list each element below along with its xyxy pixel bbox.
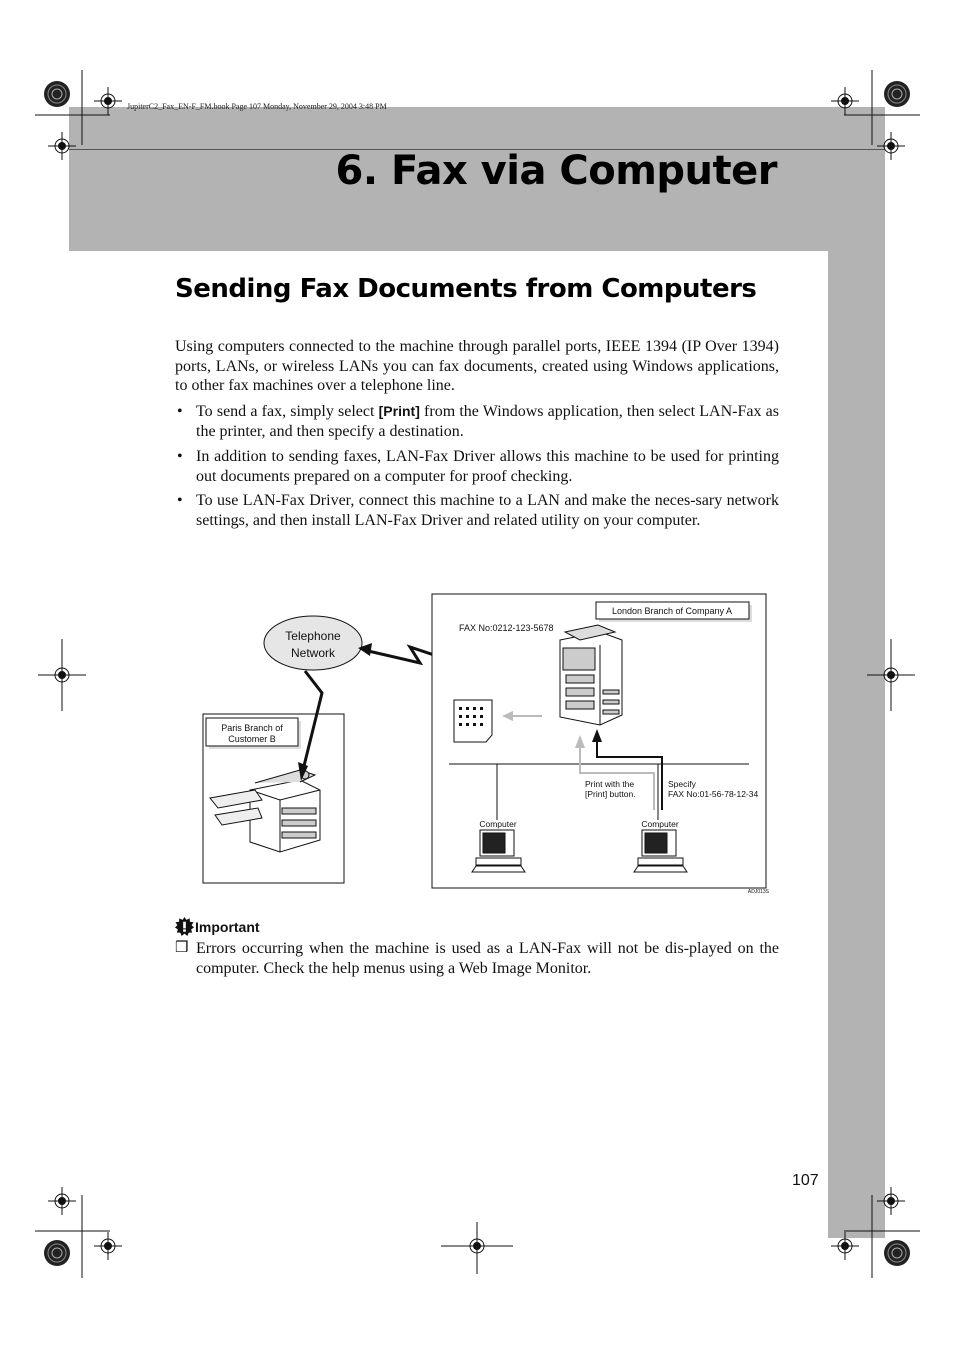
important-icon [175, 917, 194, 936]
telephone-network-line1: Telephone [285, 629, 341, 643]
important-note [175, 939, 779, 978]
figure-code: ADJ013S [747, 889, 769, 895]
computer-right-label: Computer [641, 819, 679, 829]
important-label: Important [195, 918, 260, 935]
print-with-line2: [Print] button. [585, 789, 636, 799]
printed-document-icon [454, 700, 492, 742]
bullet-text: To use LAN-Fax Driver, connect this machine to a LAN and make the neces-sary network settings, and then install LAN-Fax Driver and related utility on your computer. [196, 492, 779, 529]
important-note-text: Errors occurring when the machine is used as a LAN-Fax will not be dis-played on the computer. Check the help menus using a Web Image Monitor. [196, 940, 779, 977]
specify-line2: FAX No:01-56-78-12-34 [668, 789, 759, 799]
london-label: London Branch of Company A [611, 606, 733, 616]
telephone-network [264, 616, 362, 670]
intro-paragraph: Using computers connected to the machine through parallel ports, IEEE 1394 (IP Over 1394) ports, LANs, or wireless LANs you can fax documents, created using Windows applications, to other fax machines over a telephone line. [175, 338, 779, 394]
specify-line1: Specify [668, 779, 696, 789]
london-fax-number: FAX No:0212-123-5678 [459, 623, 554, 633]
paris-label-line2: Customer B [228, 734, 276, 744]
computer-left-label: Computer [479, 819, 517, 829]
multifunction-machine-icon [560, 625, 622, 725]
print-keyword: [Print] [378, 403, 420, 419]
chapter-title: 6. Fax via Computer [335, 148, 777, 194]
bullet-dot: • [177, 492, 183, 509]
checkbox-bullet-icon: ❒ [175, 940, 189, 956]
print-info: JupiterC2_Fax_EN-F_FM.book Page 107 Monday, November 29, 2004 3:48 PM [127, 102, 387, 111]
paris-label-line1: Paris Branch of [221, 723, 283, 733]
section-title: Sending Fax Documents from Computers [175, 274, 757, 304]
page-number: 107 [792, 1172, 819, 1189]
bullet-dot: • [177, 448, 183, 465]
print-with-line1: Print with the [585, 779, 635, 789]
bullet-text: To send a fax, simply select [Print] from the Windows application, then select LAN-Fax as the printer, and then specify a destination. [196, 403, 780, 440]
telephone-network-line2: Network [290, 646, 336, 660]
bullet-dot: • [177, 403, 183, 420]
important-heading [175, 917, 260, 936]
bullet-text: In addition to sending faxes, LAN-Fax Driver allows this machine to be used for printing out documents prepared on a computer for proof checking. [196, 448, 779, 485]
